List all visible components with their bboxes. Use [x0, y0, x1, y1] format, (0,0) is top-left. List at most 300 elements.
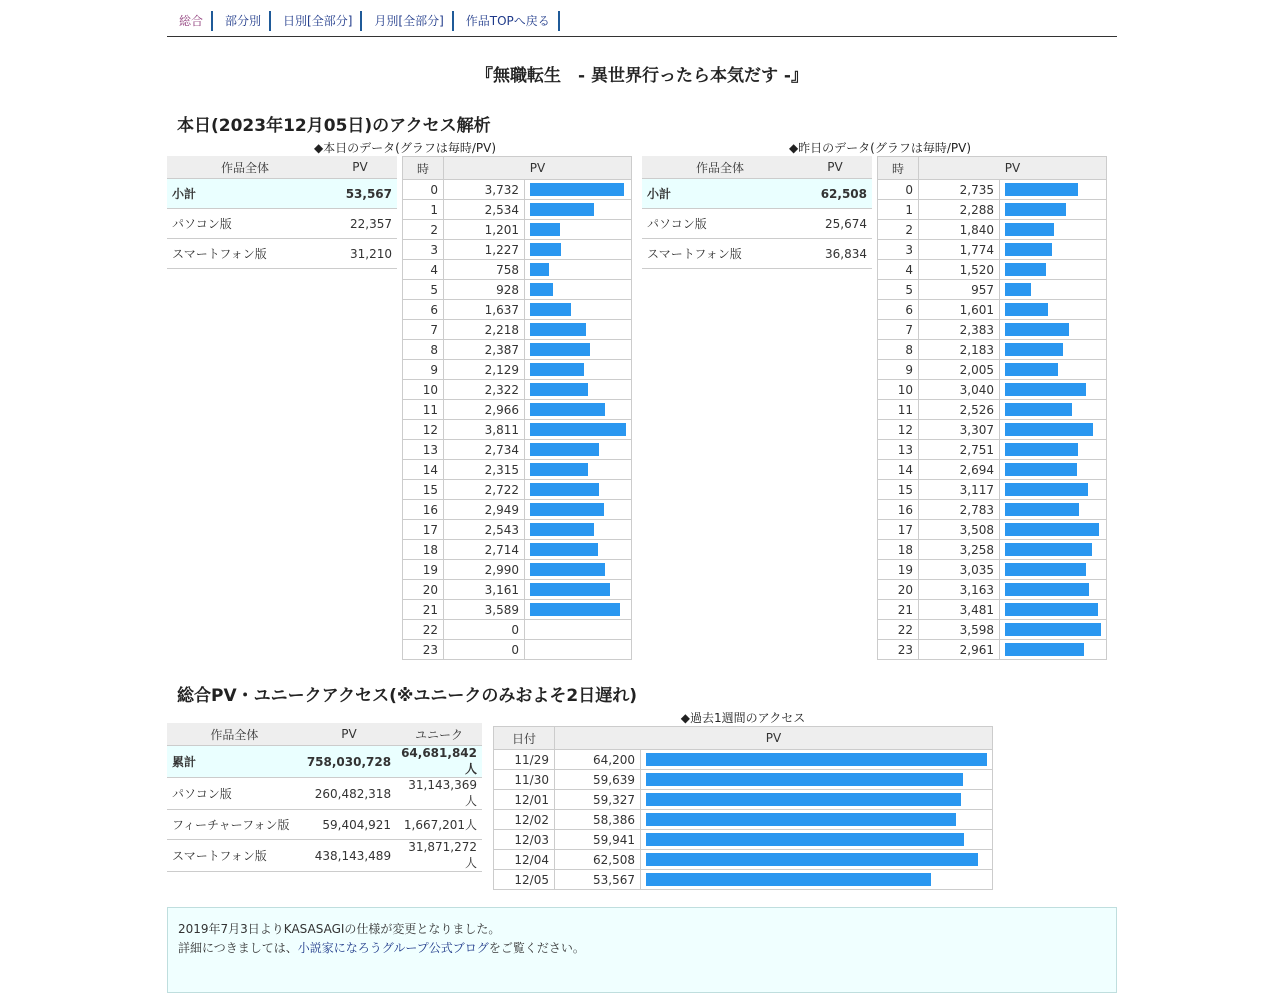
- row-pv: 59,404,921: [302, 810, 396, 840]
- row-pv: 58,386: [555, 810, 641, 830]
- bar-cell: [525, 260, 632, 280]
- table-row: [403, 520, 632, 540]
- pv-bar: [1005, 443, 1078, 456]
- bar-cell: [525, 420, 632, 440]
- row-pv: 2,129: [444, 360, 525, 380]
- table-row: [403, 260, 632, 280]
- row-pv: 758,030,728: [302, 746, 396, 778]
- table-row: [878, 360, 1107, 380]
- pv-bar: [1005, 623, 1101, 636]
- table-row: [167, 239, 397, 269]
- table-row: [878, 640, 1107, 660]
- bar-cell: [525, 340, 632, 360]
- row-pv: 3,508: [919, 520, 1000, 540]
- row-pv: 260,482,318: [302, 778, 396, 810]
- hour-header: 時: [403, 157, 444, 180]
- table-row: [403, 580, 632, 600]
- yesterday-hourly-table: [877, 156, 1107, 660]
- table-row: [878, 600, 1107, 620]
- nav-monthly[interactable]: 月別[全部分]: [362, 10, 453, 30]
- row-pv: 53,567: [555, 870, 641, 890]
- table-row: [494, 770, 993, 790]
- row-hour: 1: [878, 200, 919, 220]
- row-pv: 957: [919, 280, 1000, 300]
- row-pv: 2,288: [919, 200, 1000, 220]
- bar-cell: [525, 540, 632, 560]
- bar-cell: [1000, 380, 1107, 400]
- bar-cell: [1000, 520, 1107, 540]
- bar-cell: [1000, 440, 1107, 460]
- work-title: 『無職転生 - 異世界行ったら本気だす -』: [476, 66, 808, 86]
- summary-header-pv: PV: [798, 156, 872, 179]
- row-hour: 10: [878, 380, 919, 400]
- row-label: スマートフォン版: [167, 840, 302, 872]
- row-label: スマートフォン版: [167, 239, 323, 269]
- row-date: 12/05: [494, 870, 555, 890]
- total-header-work: 作品全体: [167, 723, 302, 746]
- table-row: [878, 340, 1107, 360]
- table-row: [878, 240, 1107, 260]
- bar-cell: [1000, 400, 1107, 420]
- table-row: [494, 870, 993, 890]
- table-row: [878, 460, 1107, 480]
- row-pv: 928: [444, 280, 525, 300]
- bar-cell: [1000, 420, 1107, 440]
- pv-bar: [530, 363, 584, 376]
- row-pv: 1,520: [919, 260, 1000, 280]
- row-label: パソコン版: [642, 209, 798, 239]
- bar-cell: [525, 600, 632, 620]
- row-hour: 14: [878, 460, 919, 480]
- bar-cell: [1000, 640, 1107, 660]
- table-row: [403, 220, 632, 240]
- row-pv: 3,117: [919, 480, 1000, 500]
- row-pv: 0: [444, 640, 525, 660]
- table-row: [878, 200, 1107, 220]
- table-row: [878, 220, 1107, 240]
- bar-cell: [525, 500, 632, 520]
- table-row: [403, 380, 632, 400]
- row-pv: 64,200: [555, 750, 641, 770]
- row-label: フィーチャーフォン版: [167, 810, 302, 840]
- notice-suffix: をご覧ください。: [488, 941, 585, 955]
- table-row: [403, 360, 632, 380]
- table-row: [403, 280, 632, 300]
- row-hour: 23: [403, 640, 444, 660]
- row-pv: 2,751: [919, 440, 1000, 460]
- table-row: [642, 179, 872, 209]
- pv-bar: [1005, 583, 1089, 596]
- row-pv: 1,227: [444, 240, 525, 260]
- summary-header-work: 作品全体: [642, 156, 798, 179]
- row-pv: 2,005: [919, 360, 1000, 380]
- date-header: 日付: [494, 727, 555, 750]
- spec-change-notice: [167, 907, 1117, 993]
- bar-cell: [525, 180, 632, 200]
- table-row: [403, 560, 632, 580]
- table-row: [403, 540, 632, 560]
- bar-cell: [525, 440, 632, 460]
- bar-cell: [525, 200, 632, 220]
- bar-cell: [1000, 240, 1107, 260]
- row-hour: 8: [878, 340, 919, 360]
- pv-bar: [530, 383, 588, 396]
- pv-bar: [1005, 643, 1084, 656]
- table-row: [403, 420, 632, 440]
- row-date: 12/04: [494, 850, 555, 870]
- row-pv: 62,508: [555, 850, 641, 870]
- row-label: スマートフォン版: [642, 239, 798, 269]
- table-row: [403, 480, 632, 500]
- row-date: 11/30: [494, 770, 555, 790]
- row-hour: 11: [403, 400, 444, 420]
- bar-cell: [641, 870, 993, 890]
- pv-bar: [1005, 183, 1078, 196]
- row-hour: 4: [878, 260, 919, 280]
- today-section-title: 本日(2023年12月05日)のアクセス解析: [177, 116, 491, 136]
- pv-bar: [530, 603, 620, 616]
- row-hour: 0: [403, 180, 444, 200]
- table-row: [403, 500, 632, 520]
- pv-bar: [530, 343, 590, 356]
- row-hour: 14: [403, 460, 444, 480]
- pv-bar: [530, 583, 610, 596]
- row-hour: 9: [878, 360, 919, 380]
- bar-cell: [525, 300, 632, 320]
- hour-header: 時: [878, 157, 919, 180]
- pv-bar: [1005, 203, 1066, 216]
- yesterday-summary-table: [642, 156, 872, 269]
- table-row: [403, 600, 632, 620]
- bar-cell: [525, 220, 632, 240]
- table-row: [403, 460, 632, 480]
- row-hour: 1: [403, 200, 444, 220]
- row-value: 53,567: [323, 179, 397, 209]
- row-pv: 1,774: [919, 240, 1000, 260]
- table-row: [878, 300, 1107, 320]
- table-row: [494, 750, 993, 770]
- week-caption: ◆過去1週間のアクセス: [680, 711, 806, 725]
- table-row: [403, 620, 632, 640]
- bar-cell: [1000, 260, 1107, 280]
- table-row: [878, 620, 1107, 640]
- table-row: [878, 320, 1107, 340]
- row-pv: 2,534: [444, 200, 525, 220]
- bar-cell: [1000, 600, 1107, 620]
- row-hour: 12: [403, 420, 444, 440]
- row-pv: 3,598: [919, 620, 1000, 640]
- pv-bar: [646, 873, 931, 886]
- today-hourly-body: [403, 180, 632, 660]
- pv-bar: [530, 223, 560, 236]
- row-unique: 1,667,201人: [396, 810, 482, 840]
- table-row: [878, 580, 1107, 600]
- table-row: [878, 280, 1107, 300]
- table-row: [167, 746, 482, 778]
- pv-bar: [530, 243, 561, 256]
- row-pv: 3,163: [919, 580, 1000, 600]
- nav-daily[interactable]: 日別[全部分]: [271, 10, 362, 30]
- row-hour: 8: [403, 340, 444, 360]
- bar-cell: [1000, 540, 1107, 560]
- row-pv: 2,315: [444, 460, 525, 480]
- bar-cell: [525, 560, 632, 580]
- row-hour: 13: [403, 440, 444, 460]
- bar-cell: [1000, 560, 1107, 580]
- bar-cell: [1000, 280, 1107, 300]
- row-pv: 3,732: [444, 180, 525, 200]
- bar-cell: [1000, 480, 1107, 500]
- row-pv: 3,258: [919, 540, 1000, 560]
- row-hour: 23: [878, 640, 919, 660]
- pv-bar: [1005, 263, 1046, 276]
- pv-bar: [646, 813, 956, 826]
- today-caption: ◆本日のデータ(グラフは毎時/PV): [313, 141, 497, 155]
- bar-cell: [1000, 320, 1107, 340]
- row-hour: 0: [878, 180, 919, 200]
- bar-cell: [641, 810, 993, 830]
- today-summary-table: [167, 156, 397, 269]
- week-pv-header: PV: [555, 727, 993, 750]
- row-label: パソコン版: [167, 778, 302, 810]
- row-pv: 758: [444, 260, 525, 280]
- row-pv: 2,694: [919, 460, 1000, 480]
- bar-cell: [525, 620, 632, 640]
- pv-bar: [1005, 483, 1088, 496]
- pv-bar: [1005, 283, 1031, 296]
- row-label: 小計: [167, 179, 323, 209]
- table-row: [878, 420, 1107, 440]
- pv-bar: [646, 773, 963, 786]
- pv-bar: [530, 503, 604, 516]
- row-pv: 2,387: [444, 340, 525, 360]
- row-label: 累計: [167, 746, 302, 778]
- row-pv: 59,327: [555, 790, 641, 810]
- pv-bar: [1005, 563, 1086, 576]
- pv-bar: [1005, 423, 1093, 436]
- table-row: [878, 540, 1107, 560]
- pv-bar: [530, 283, 553, 296]
- row-hour: 6: [878, 300, 919, 320]
- yesterday-caption: ◆昨日のデータ(グラフは毎時/PV): [788, 141, 972, 155]
- bar-cell: [641, 770, 993, 790]
- bar-cell: [641, 750, 993, 770]
- row-hour: 21: [403, 600, 444, 620]
- table-row: [878, 380, 1107, 400]
- table-row: [167, 778, 482, 810]
- row-pv: 2,990: [444, 560, 525, 580]
- bar-cell: [525, 240, 632, 260]
- row-hour: 5: [878, 280, 919, 300]
- row-hour: 19: [403, 560, 444, 580]
- pv-header: PV: [444, 157, 632, 180]
- pv-bar: [530, 483, 599, 496]
- row-pv: 2,966: [444, 400, 525, 420]
- row-hour: 9: [403, 360, 444, 380]
- row-hour: 11: [878, 400, 919, 420]
- pv-bar: [646, 853, 978, 866]
- bar-cell: [641, 790, 993, 810]
- row-hour: 6: [403, 300, 444, 320]
- row-pv: 2,543: [444, 520, 525, 540]
- row-hour: 16: [403, 500, 444, 520]
- pv-bar: [530, 183, 624, 196]
- row-unique: 31,143,369人: [396, 778, 482, 810]
- row-pv: 1,637: [444, 300, 525, 320]
- row-hour: 7: [403, 320, 444, 340]
- pv-bar: [1005, 303, 1048, 316]
- row-value: 36,834: [798, 239, 872, 269]
- table-row: [878, 440, 1107, 460]
- top-nav: [167, 10, 1117, 37]
- row-pv: 2,218: [444, 320, 525, 340]
- table-row: [403, 440, 632, 460]
- table-row: [878, 480, 1107, 500]
- table-row: [494, 790, 993, 810]
- summary-header-pv: PV: [323, 156, 397, 179]
- pv-bar: [1005, 603, 1098, 616]
- row-hour: 15: [878, 480, 919, 500]
- row-hour: 3: [403, 240, 444, 260]
- row-pv: 438,143,489: [302, 840, 396, 872]
- row-unique: 64,681,842人: [396, 746, 482, 778]
- pv-bar: [530, 263, 549, 276]
- table-row: [878, 560, 1107, 580]
- pv-bar: [530, 443, 599, 456]
- row-pv: 2,322: [444, 380, 525, 400]
- pv-bar: [1005, 243, 1052, 256]
- bar-cell: [525, 280, 632, 300]
- row-hour: 3: [878, 240, 919, 260]
- notice-prefix: 詳細につきましては、: [178, 941, 298, 955]
- pv-bar: [646, 833, 964, 846]
- row-hour: 20: [403, 580, 444, 600]
- row-pv: 2,949: [444, 500, 525, 520]
- official-blog-link[interactable]: 小説家になろうグループ公式ブログ: [297, 941, 489, 955]
- row-pv: 2,714: [444, 540, 525, 560]
- bar-cell: [1000, 580, 1107, 600]
- pv-header: PV: [919, 157, 1107, 180]
- notice-line-1: 2019年7月3日よりKASASAGIの仕様が変更となりました。: [178, 922, 501, 936]
- row-pv: 3,811: [444, 420, 525, 440]
- row-pv: 3,035: [919, 560, 1000, 580]
- table-row: [403, 320, 632, 340]
- table-row: [878, 400, 1107, 420]
- bar-cell: [525, 520, 632, 540]
- pv-bar: [530, 563, 605, 576]
- table-row: [167, 810, 482, 840]
- row-hour: 17: [878, 520, 919, 540]
- pv-bar: [1005, 363, 1058, 376]
- bar-cell: [1000, 500, 1107, 520]
- row-date: 12/02: [494, 810, 555, 830]
- total-pv-unique-table: [167, 723, 482, 872]
- bar-cell: [525, 380, 632, 400]
- pv-bar: [646, 753, 987, 766]
- table-row: [403, 240, 632, 260]
- row-value: 25,674: [798, 209, 872, 239]
- row-hour: 7: [878, 320, 919, 340]
- pv-bar: [530, 203, 594, 216]
- bar-cell: [641, 850, 993, 870]
- table-row: [642, 239, 872, 269]
- row-pv: 2,383: [919, 320, 1000, 340]
- nav-total[interactable]: 総合: [167, 10, 213, 30]
- table-row: [403, 400, 632, 420]
- bar-cell: [525, 480, 632, 500]
- row-date: 11/29: [494, 750, 555, 770]
- row-pv: 2,526: [919, 400, 1000, 420]
- pv-bar: [530, 323, 586, 336]
- row-hour: 2: [878, 220, 919, 240]
- table-row: [167, 179, 397, 209]
- pv-bar: [1005, 323, 1069, 336]
- row-pv: 2,722: [444, 480, 525, 500]
- table-row: [494, 850, 993, 870]
- row-pv: 3,307: [919, 420, 1000, 440]
- table-row: [878, 180, 1107, 200]
- bar-cell: [1000, 340, 1107, 360]
- row-value: 31,210: [323, 239, 397, 269]
- pv-bar: [646, 793, 961, 806]
- bar-cell: [641, 830, 993, 850]
- row-pv: 3,161: [444, 580, 525, 600]
- bar-cell: [525, 460, 632, 480]
- row-label: 小計: [642, 179, 798, 209]
- pv-bar: [1005, 523, 1099, 536]
- row-date: 12/03: [494, 830, 555, 850]
- bar-cell: [1000, 180, 1107, 200]
- table-row: [878, 500, 1107, 520]
- bar-cell: [1000, 460, 1107, 480]
- bar-cell: [525, 360, 632, 380]
- table-row: [403, 300, 632, 320]
- row-pv: 3,481: [919, 600, 1000, 620]
- pv-bar: [530, 463, 588, 476]
- total-header-pv: PV: [302, 723, 396, 746]
- row-hour: 10: [403, 380, 444, 400]
- row-hour: 20: [878, 580, 919, 600]
- week-access-table: [493, 726, 993, 890]
- nav-by-part[interactable]: 部分別: [213, 10, 271, 30]
- table-row: [494, 830, 993, 850]
- table-row: [878, 260, 1107, 280]
- summary-header-work: 作品全体: [167, 156, 323, 179]
- pv-bar: [530, 403, 605, 416]
- row-hour: 2: [403, 220, 444, 240]
- row-date: 12/01: [494, 790, 555, 810]
- table-row: [167, 840, 482, 872]
- row-pv: 59,941: [555, 830, 641, 850]
- bar-cell: [1000, 620, 1107, 640]
- row-pv: 3,589: [444, 600, 525, 620]
- nav-back-to-top[interactable]: 作品TOPへ戻る: [454, 10, 560, 30]
- row-pv: 2,183: [919, 340, 1000, 360]
- total-section-title: 総合PV・ユニークアクセス(※ユニークのみおよそ2日遅れ): [177, 686, 637, 706]
- bar-cell: [525, 320, 632, 340]
- bar-cell: [1000, 300, 1107, 320]
- bar-cell: [1000, 220, 1107, 240]
- bar-cell: [1000, 200, 1107, 220]
- row-pv: 2,735: [919, 180, 1000, 200]
- pv-bar: [530, 303, 571, 316]
- row-pv: 0: [444, 620, 525, 640]
- row-pv: 1,840: [919, 220, 1000, 240]
- table-row: [494, 810, 993, 830]
- row-hour: 13: [878, 440, 919, 460]
- bar-cell: [525, 640, 632, 660]
- table-row: [403, 640, 632, 660]
